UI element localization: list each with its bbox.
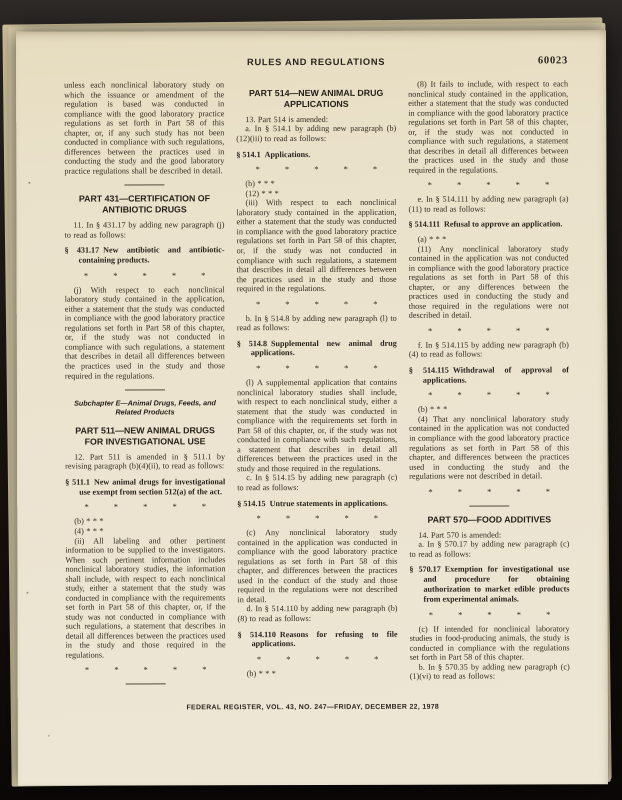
asterisk: * [286,654,291,665]
section-divider-rule [124,185,164,186]
asterisk: * [343,298,349,309]
asterisk-separator [428,486,550,496]
section-heading: § 514.111 Refusal to approve an application. [408,219,563,229]
body-paragraph: 13. Part 514 is amended: [245,114,329,125]
subchapter-heading: Subchapter E—Animal Drugs, Feeds, and Related Products [74,398,216,417]
asterisk: * [373,363,378,374]
asterisk: * [487,486,492,497]
part-heading: PART 511—NEW ANIMAL DRUGS FOR INVESTIGATIONAL USE [75,425,215,447]
asterisk: * [456,179,462,190]
paper-speck [28,182,30,184]
asterisk: * [427,325,433,336]
body-paragraph: (12) * * * [245,188,279,199]
text-columns [64,79,570,716]
asterisk: * [314,164,319,175]
asterisk: * [142,270,147,281]
section-divider-rule [125,389,165,390]
asterisk: * [344,654,350,665]
asterisk: * [373,513,379,524]
paper-speck [26,592,28,594]
body-paragraph: (b) * * * [245,179,275,189]
asterisk-separator [429,609,551,619]
section-heading: § 570.17 Exemption for investigational use and procedure for obtaining authorization to market edible products from experimental animals. [409,564,570,604]
body-paragraph: (c) If intended for nonclinical laboratory studies in food-producing animals, the study is conducted in compliance with the regulations set forth in Part 58 of this chapter. [409,623,570,662]
asterisk: * [458,609,463,620]
asterisk-separator [256,164,378,174]
body-paragraph: (a) * * * [417,234,447,244]
asterisk-separator [85,664,207,674]
asterisk: * [143,664,148,675]
part-heading: PART 570—FOOD ADDITIVES [427,513,552,525]
asterisk: * [114,664,119,675]
asterisk: * [256,654,262,665]
asterisk: * [515,325,521,336]
asterisk: * [143,501,148,512]
section-divider-rule [469,505,509,506]
asterisk: * [343,164,348,175]
asterisk: * [84,664,90,675]
body-paragraph: (ii) All labeling and other pertinent information to be supplied to the investigators. When such pertinent information includes nonclinical laboratory studies, the information shall include, with respect to each nonclinical study, either a statement that the study was conducted in compliance with the requirements set forth in Part 58 of this chapter, or, if the study was not conducted in compliance with such regulations, a statement that describes in detail all differences between the practices used in the study and those required in the regulations. [65,535,226,660]
body-paragraph: c. In § 514.15 by adding new paragraph (c) to read as follows: [237,473,398,493]
body-paragraph: a. In § 514.1 by adding new paragraph (b)(12)(iii) to read as follows: [236,124,397,144]
section-heading: § 514.110 Reasons for refusing to file applications. [237,629,398,649]
asterisk: * [428,486,433,497]
asterisk: * [113,270,118,281]
asterisk-separator [84,270,206,280]
asterisk-separator [428,325,550,335]
paper-speck [48,735,50,737]
asterisk: * [546,608,551,619]
part-heading: PART 431—CERTIFICATION OF ANTIBIOTIC DRUGS [78,193,211,215]
asterisk: * [427,179,432,190]
asterisk: * [487,609,492,620]
asterisk: * [315,513,320,524]
body-paragraph: (4) * * * [74,526,104,536]
asterisk-separator [256,298,378,308]
body-paragraph: (8) It fails to include, with respect to each nonclinical study contained in the application, either a statement that the study was conducted in compliance with the good laboratory practice regulations set forth in Part 58 of this chapter, or, if the study was not conducted in compliance with such regulations, a statement that describes in detail all differences between the practices used in the study and those required in the regulations. [408,79,569,175]
asterisk: * [428,609,434,620]
asterisk: * [486,389,492,400]
page-header [64,56,568,71]
asterisk: * [255,164,260,175]
asterisk: * [84,502,89,513]
asterisk: * [428,390,433,401]
body-paragraph: a. In § 570.17 by adding new paragraph (c) to read as follows: [409,539,570,559]
asterisk: * [171,270,177,281]
asterisk: * [201,270,206,281]
body-paragraph: f. In § 514.115 by adding new paragraph (b)(4) to read as follows: [408,340,569,359]
asterisk: * [202,664,207,675]
body-paragraph: (j) With respect to each nonclinical laboratory study contained in the application, either a statement that the study was conducted in compliance with the good laboratory practice regulations set forth in Part 58 of this chapter, or, if the study was not conducted in compliance with such regulations, a statement that describes in detail all differences between the practices used in the study and those required in the regulations. [64,285,225,381]
body-paragraph: b. In § 514.8 by adding new paragraph (l) to read as follows: [236,313,397,333]
body-paragraph: (b) * * * [417,405,448,415]
section-heading: § 514.8 Supplemental new animal drug applications. [236,338,397,358]
body-paragraph: 14. Part 570 is amended: [418,530,502,540]
section-heading: § 511.1 New animal drugs for investigational use exempt from section 512(a) of the act. [65,476,226,497]
asterisk: * [374,654,379,665]
asterisk: * [516,608,521,619]
body-paragraph: (l) A supplemental application that contains nonclinical laboratory studies shall include, with respect to each nonclinical study, either a statement that the study was conducted in compliance with the requirements set forth in Part 58 of this chapter, or, if the study was not conducted in compliance with such regulations, a statement that describes in detail all differences between the practices used in the study and those required in the regulations. [236,378,398,474]
body-paragraph: 12. Part 511 is amended in § 511.1 by revising paragraph (b)(4)(ii), to read as follows: [65,451,226,471]
asterisk: * [545,485,550,496]
asterisk: * [486,325,491,336]
asterisk: * [255,298,261,309]
section-heading: § 514.15 Untrue statements in applications. [237,498,388,508]
part-heading: PART 514—NEW ANIMAL DRUG APPLICATIONS [249,87,384,110]
asterisk: * [344,363,349,374]
asterisk-separator [257,654,379,664]
asterisk: * [83,270,89,281]
asterisk: * [285,363,290,374]
asterisk: * [545,325,550,336]
body-paragraph: 11. In § 431.17 by adding new paragraph (j) to read as follows: [64,220,225,240]
column-right [408,79,570,715]
asterisk: * [457,390,462,401]
section-divider-rule [126,684,166,685]
column-left [64,80,226,716]
asterisk: * [172,664,178,675]
section-heading: § 514.1 Applications. [236,149,311,159]
asterisk: * [172,501,177,512]
asterisk: * [516,486,521,497]
asterisk: * [545,389,550,400]
body-paragraph: d. In § 514.110 by adding new paragraph (b)(8) to read as follows: [237,604,398,624]
section-heading: § 514.115 Withdrawal of approval of applications. [408,365,569,385]
asterisk-separator [256,363,378,373]
asterisk-separator [428,180,550,190]
asterisk: * [515,179,520,190]
asterisk: * [457,486,463,497]
asterisk: * [256,513,261,524]
page-title: RULES AND REGULATIONS [247,56,386,68]
body-paragraph: (b) * * * [74,517,104,527]
asterisk: * [314,298,319,309]
asterisk: * [372,164,378,175]
body-paragraph: e. In § 514.111 by adding new paragraph (a)(11) to read as follows: [408,194,569,214]
asterisk-separator [256,513,378,523]
asterisk: * [113,501,119,512]
asterisk: * [544,179,550,190]
paper-sheet [16,30,608,786]
body-paragraph: (iii) With respect to each nonclinical laboratory study contained in the application, either a statement that the study was conducted in compliance with the good laboratory practice regulations set forth in Part 58 of this chapter, or, if the study was not conducted in compliance with such regulations, a statement that describes in detail all differences between the practices used in the study and those required in the regulations. [236,198,397,294]
body-paragraph: b. In § 570.35 by adding new paragraph (c)(1)(vi) to read as follows: [409,661,570,681]
asterisk: * [201,501,207,512]
body-paragraph: (c) Any nonclinical laboratory study contained in the application was conducted in compliance with the good laboratory practice regulations as set forth in Part 58 of this chapter, and differences between the practices used in the conduct of the study and those required in the regulations were not described in detail. [237,528,398,605]
column-middle [236,80,398,716]
asterisk: * [373,298,378,309]
asterisk: * [314,363,320,374]
asterisk: * [486,179,491,190]
asterisk: * [285,298,290,309]
asterisk: * [457,325,462,336]
body-paragraph: (4) That any nonclinical laboratory study contained in the application was not conducted in compliance with the good laboratory practice regulations as set forth in Part 58 of this chapter, and differences between the practices used in conducting the study and the regulations were not described in detail. [409,414,570,481]
body-paragraph: (11) Any nonclinical laboratory study contained in the application was not conducted in compliance with the good laboratory practice regulations as set forth in Part 58 of this chapter, or any differences between the practices used in conducting the study and those required in the regulations were not described in detail. [408,243,569,320]
asterisk: * [285,513,291,524]
body-paragraph: (b) * * * [246,669,276,679]
page-number: 60023 [537,55,569,67]
page-footer: FEDERAL REGISTER, VOL. 43, NO. 247—FRIDAY, DECEMBER 22, 1978 [186,703,440,712]
asterisk: * [284,164,290,175]
asterisk: * [516,389,521,400]
body-paragraph: unless each nonclinical laboratory study on which the issuance or amendment of the regulation is based was conducted in compliance with the good laboratory practice regulations as set forth in Part 58 of this chapter, or, if any such study has not been conducted in compliance with such regulations, differences between the practices used in conducting the study and the good laboratory practice regulations shall be described in detail. [64,80,225,176]
asterisk: * [256,363,261,374]
section-heading: § 431.17 New antibiotic and antibiotic-containing products. [64,245,225,265]
asterisk: * [315,654,320,665]
asterisk-separator [84,502,206,512]
asterisk: * [344,513,349,524]
asterisk-separator [428,390,550,400]
